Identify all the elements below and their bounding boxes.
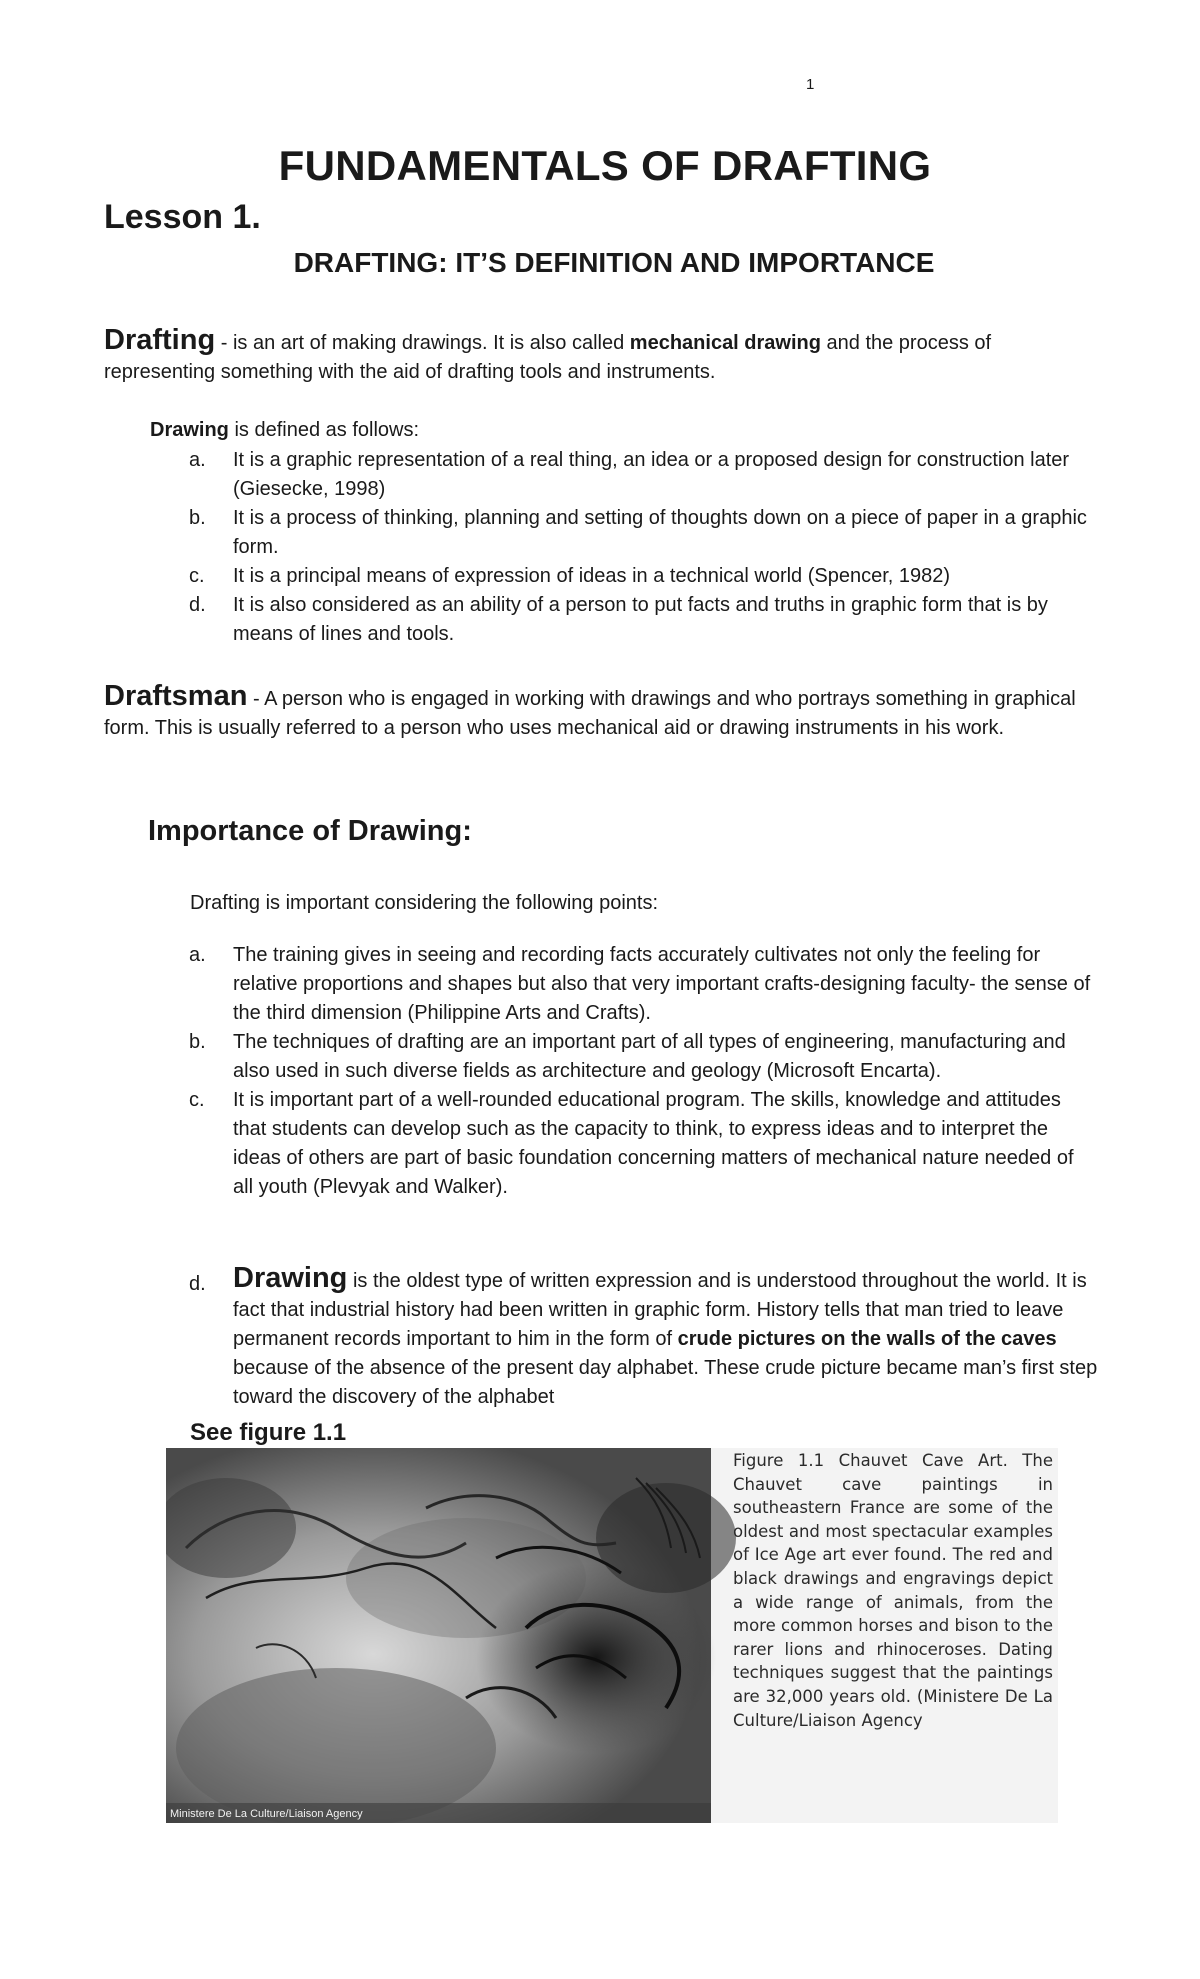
importance-intro: Drafting is important considering the following points:: [190, 892, 659, 914]
list-item: [189, 504, 1099, 562]
importance-heading: Importance of Drawing:: [148, 815, 472, 847]
list-item-text: The techniques of drafting are an important part of all types of engineering, manufacturing and also used in such diverse fields as architecture and geology (Microsoft Encarta).: [233, 1031, 1066, 1082]
drafting-term: Drafting: [104, 324, 216, 356]
lesson-subtitle: [0, 247, 1200, 279]
draftsman-definition: [104, 682, 1094, 743]
list-item-text: The training gives in seeing and recording facts accurately cultivates not only the feeling for relative proportions and shapes but also that very important crafts-designing faculty- the sense of the third dimension (Philippine Arts and Crafts).: [233, 944, 1091, 1024]
item-d-text2: because of the absence of the present day alphabet. These crude picture became man’s first step toward the discovery of the alphabet: [233, 1357, 1098, 1408]
list-item: [189, 1264, 1099, 1412]
list-item-letter: b.: [189, 1031, 206, 1053]
page-number: 1: [806, 76, 815, 93]
drawing-definition-list: [189, 446, 1099, 649]
importance-item-d: [189, 1264, 1099, 1412]
list-item: [189, 1028, 1099, 1086]
cave-photo: [166, 1448, 736, 1823]
importance-list: [189, 941, 1099, 1202]
drawing-term: Drawing: [150, 419, 229, 441]
list-item-letter: a.: [189, 449, 206, 471]
list-item: [189, 591, 1099, 649]
draftsman-term: Draftsman: [104, 680, 248, 712]
page-title-text: FUNDAMENTALS OF DRAFTING: [278, 142, 932, 189]
drafting-text-after: and the process of representing something with the aid of drafting tools and instruments.: [104, 332, 992, 383]
drawing-intro-rest: is defined as follows:: [228, 419, 420, 441]
drafting-text-before: - is an art of making drawings. It is also called: [215, 332, 630, 354]
drafting-bold: mechanical drawing: [629, 332, 821, 354]
drawing-definition-intro: [150, 419, 419, 442]
list-item-letter: d.: [189, 1273, 206, 1295]
list-item-letter: c.: [189, 1089, 205, 1111]
item-d-bold: crude pictures on the walls of the caves: [677, 1328, 1057, 1350]
list-item: [189, 941, 1099, 1028]
list-item-letter: b.: [189, 507, 206, 529]
page-title: [0, 142, 1200, 190]
list-item-text: It is a process of thinking, planning and setting of thoughts down on a piece of paper in a graphic form.: [233, 507, 1087, 558]
item-d-lead: Drawing: [233, 1262, 348, 1294]
figure-caption: Figure 1.1 Chauvet Cave Art. The Chauvet cave paintings in southeastern France are some of the oldest and most spectacular examples of Ice Age art ever found. The red and black drawings and engravings depict a wide range of animals, from the more common horses and bison to the rarer lions and rhinoceroses. Dating techniques suggest that the paintings are 32,000 years old. (Ministere De La Culture/Liaison Agency: [733, 1451, 1053, 1730]
list-item-letter: d.: [189, 594, 206, 616]
draftsman-text: - A person who is engaged in working with drawings and who portrays something in graphical form. This is usually referred to a person who uses mechanical aid or drawing instruments in his work.: [104, 688, 1076, 739]
lesson-subtitle-text: DRAFTING: IT’S DEFINITION AND IMPORTANCE: [293, 247, 935, 278]
list-item: [189, 1086, 1099, 1202]
list-item-letter: a.: [189, 944, 206, 966]
photo-credit: Ministere De La Culture/Liaison Agency: [170, 1808, 363, 1820]
drafting-definition: [104, 326, 1094, 387]
list-item-text: It is important part of a well-rounded educational program. The skills, knowledge and attitudes that students can develop such as the capacity to think, to express ideas and to interpret the ideas of others are part of basic foundation concerning matters of mechanical nature needed of all youth (Plevyak and Walker).: [233, 1089, 1074, 1198]
list-item-text: It is also considered as an ability of a person to put facts and truths in graphic form that is by means of lines and tools.: [233, 594, 1048, 645]
list-item-letter: c.: [189, 565, 205, 587]
item-d-text1: is the oldest type of written expression and is understood throughout the world. It is fact that industrial history had been written in graphic form. History tells that man tried to leave permanent records important to him in the form of: [233, 1270, 1087, 1350]
see-figure-label: See figure 1.1: [190, 1419, 347, 1446]
list-item: [189, 562, 1099, 591]
list-item-text: It is a principal means of expression of ideas in a technical world (Spencer, 1982): [233, 565, 951, 587]
lesson-label: Lesson 1.: [104, 198, 261, 236]
list-item: [189, 446, 1099, 504]
list-item-text: It is a graphic representation of a real thing, an idea or a proposed design for construction later (Giesecke, 1998): [233, 449, 1070, 500]
